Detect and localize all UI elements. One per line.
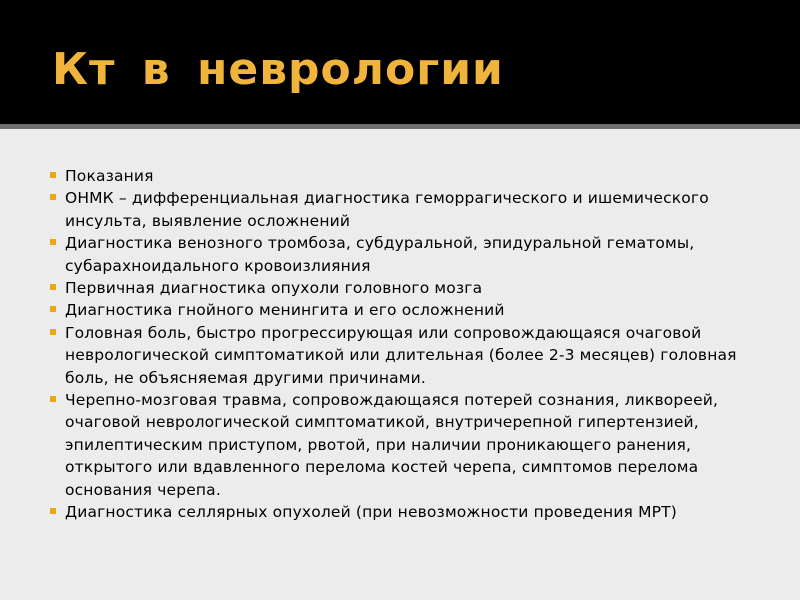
bullet-item: [50, 232, 770, 277]
square-bullet-icon: [50, 329, 56, 335]
square-bullet-icon: [50, 396, 56, 402]
bullet-text: Показания: [65, 167, 154, 185]
bullet-text: Диагностика венозного тромбоза, субдуральной, эпидуральной гематомы, субарахноидального кровоизлияния: [65, 234, 695, 275]
square-bullet-icon: [50, 306, 56, 312]
bullet-list: [50, 165, 770, 524]
bullet-text: Черепно-мозговая травма, сопровождающаяся потерей сознания, ликвореей, очаговой неврологической симптоматикой, внутричерепной гипертензией, эпилептическим приступом, рвотой, при наличии проникающего ранения, открытого или вдавленного перелома костей черепа, симптомов перелома основания черепа.: [65, 391, 719, 499]
bullet-text: Первичная диагностика опухоли головного мозга: [65, 279, 483, 298]
bullet-item: [50, 299, 770, 321]
bullet-item: [50, 277, 770, 299]
content-area: [0, 129, 800, 600]
square-bullet-icon: [50, 194, 56, 200]
square-bullet-icon: [50, 172, 56, 178]
slide-title: Кт в неврологии: [52, 44, 504, 95]
bullet-item: [50, 187, 770, 232]
bullet-text: Диагностика селлярных опухолей (при невозможности проведения МРТ): [65, 503, 677, 522]
bullet-item: [50, 165, 770, 187]
bullet-item: [50, 389, 770, 501]
square-bullet-icon: [50, 284, 56, 290]
bullet-item: [50, 501, 770, 523]
square-bullet-icon: [50, 239, 56, 245]
bullet-text: Диагностика гнойного менингита и его осложнений: [65, 301, 505, 320]
bullet-text: Головная боль, быстро прогрессирующая или сопровождающаяся очаговой неврологической симптоматикой или длительная (более 2-3 месяцев) головная боль, не объясняемая другими причинами.: [65, 323, 737, 387]
bullet-item: [50, 322, 770, 389]
title-band: [0, 0, 800, 124]
square-bullet-icon: [50, 508, 56, 514]
bullet-text: ОНМК – дифференциальная диагностика геморрагического и ишемического инсульта, выявление осложнений: [65, 189, 709, 230]
